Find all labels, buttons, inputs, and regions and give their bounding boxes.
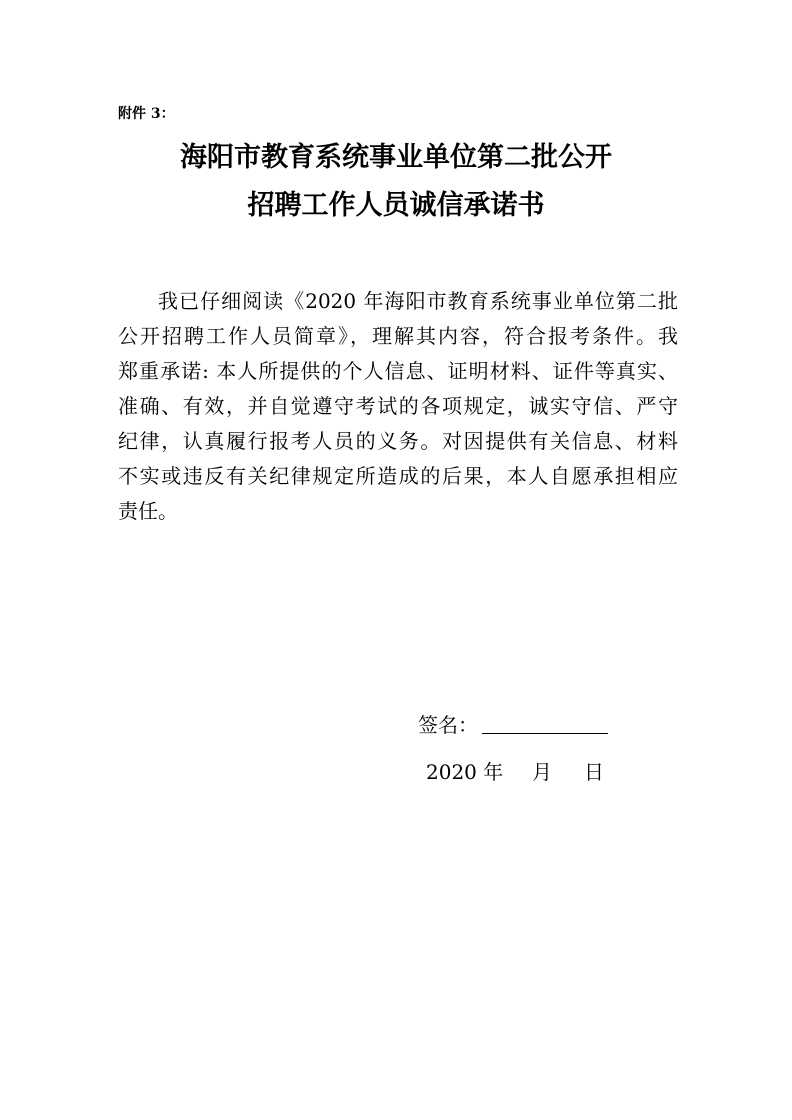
body-line-2: 公开招聘工作人员简章》，理解其内容，符合报考条件。我 bbox=[118, 324, 678, 348]
body-line-6: 不实或违反有关纪律规定所造成的后果，本人自愿承担相应 bbox=[118, 464, 678, 488]
signature-label: 签名： bbox=[418, 713, 478, 737]
date-month: 月 bbox=[532, 760, 552, 784]
body-line-4: 准确、有效，并自觉遵守考试的各项规定，诚实守信、严守 bbox=[118, 394, 678, 418]
date-day: 日 bbox=[584, 760, 604, 784]
signature-line[interactable] bbox=[482, 733, 608, 734]
body-line-7: 责任。 bbox=[118, 499, 178, 523]
document-title-line-1: 海阳市教育系统事业单位第二批公开 bbox=[180, 142, 612, 173]
body-line-5: 纪律，认真履行报考人员的义务。对因提供有关信息、材料 bbox=[118, 429, 678, 453]
document-title-line-2: 招聘工作人员诚信承诺书 bbox=[247, 190, 545, 221]
date-year: 2020 年 bbox=[426, 760, 504, 784]
body-line-3: 郑重承诺: 本人所提供的个人信息、证明材料、证件等真实、 bbox=[118, 359, 678, 383]
attachment-label: 附件 3： bbox=[118, 106, 175, 122]
body-line-1: 我已仔细阅读《2020 年海阳市教育系统事业单位第二批 bbox=[158, 289, 678, 313]
